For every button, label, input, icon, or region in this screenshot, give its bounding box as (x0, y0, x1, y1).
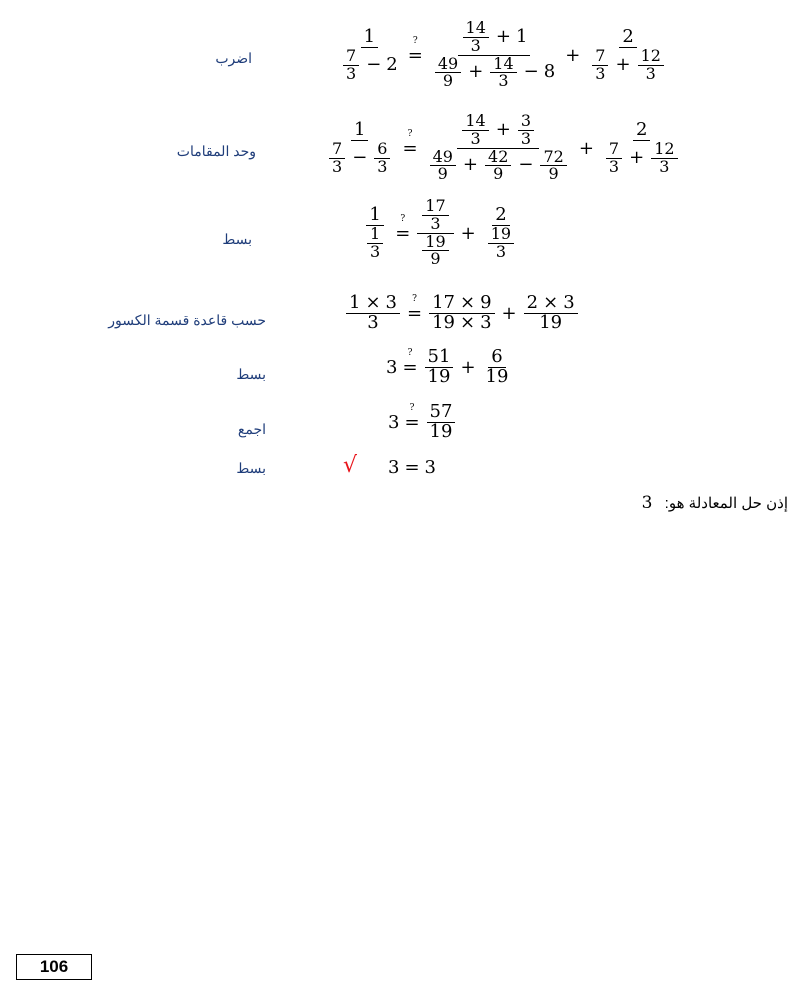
equation-step-6 (388, 403, 457, 442)
number: 3 (563, 292, 575, 313)
equation-step-5 (386, 348, 513, 387)
plus-sign: + (468, 61, 484, 83)
numerator: 19 (488, 226, 514, 244)
fraction (587, 25, 669, 83)
plus-sign: + (578, 137, 594, 159)
minus-sign: − (523, 61, 539, 83)
denominator: 9 (493, 164, 504, 184)
numerator (346, 294, 400, 314)
numerator: 7 (606, 141, 622, 159)
numerator: 6 (488, 348, 505, 368)
equals-sign: = (395, 222, 411, 244)
plus-sign: + (615, 53, 631, 75)
check-mark-icon: √ (343, 453, 358, 478)
denominator (324, 138, 395, 176)
fraction (601, 118, 683, 176)
minus-sign: − (366, 53, 382, 75)
denominator: 3 (645, 63, 656, 83)
equals-sign: = (407, 302, 423, 324)
numerator: 72 (540, 149, 566, 167)
equals-sign: = (402, 137, 418, 159)
fraction (638, 45, 664, 83)
question-mark: ? (407, 347, 413, 358)
numerator: 14 (463, 20, 489, 38)
fraction (338, 25, 401, 83)
denominator: 3 (332, 156, 343, 176)
number: 3 (386, 356, 398, 378)
question-mark: ? (412, 35, 418, 46)
numerator (458, 20, 531, 56)
fraction (430, 146, 456, 184)
numerator: 3 (518, 113, 534, 131)
number: 1 (349, 292, 361, 313)
equation-step-3 (360, 198, 521, 268)
numerator: 14 (462, 113, 488, 131)
numerator: 7 (343, 48, 359, 66)
denominator: 19 (427, 365, 451, 387)
question-equals-sign (404, 402, 420, 433)
numerator: 17 (422, 198, 448, 216)
equation-step-4 (344, 294, 580, 333)
fraction (540, 146, 566, 184)
numerator: 49 (435, 56, 461, 74)
numerator: 1 (366, 206, 383, 226)
fraction (427, 403, 456, 442)
number: 3 (388, 457, 400, 478)
fraction (329, 138, 345, 176)
numerator: 2 (492, 206, 509, 226)
numerator: 7 (329, 141, 345, 159)
fraction (374, 138, 390, 176)
denominator: 3 (520, 128, 532, 148)
times-sign: × (460, 311, 476, 333)
step-label-common-denominator: وحد المقامات (176, 143, 256, 159)
fraction (425, 113, 572, 183)
denominator: 3 (470, 35, 481, 55)
denominator (483, 223, 519, 261)
equals-sign: = (404, 411, 420, 433)
plus-sign: + (495, 118, 511, 140)
minus-sign: − (352, 146, 368, 168)
fraction (362, 203, 388, 261)
denominator: 19 (539, 311, 563, 333)
numerator: 42 (485, 149, 511, 167)
numerator: 1 (367, 226, 383, 244)
numerator: 1 (351, 121, 368, 141)
denominator: 3 (377, 156, 388, 176)
question-mark: ? (409, 402, 415, 413)
plus-sign: + (495, 25, 511, 47)
numerator: 7 (592, 48, 608, 66)
page-number: 106 (16, 954, 92, 980)
denominator (362, 223, 388, 261)
numerator (524, 294, 578, 314)
fraction (483, 348, 512, 387)
denominator: 3 (498, 71, 509, 91)
step-label-simplify: بسط (222, 231, 252, 247)
question-mark: ? (400, 213, 406, 224)
fraction (343, 45, 359, 83)
plus-sign: + (460, 222, 476, 244)
fraction (346, 294, 400, 333)
plus-sign: + (462, 154, 479, 176)
fraction (435, 53, 461, 91)
fraction (518, 113, 534, 148)
conclusion-text: إذن حل المعادلة هو: (664, 495, 788, 512)
number: 3 (388, 411, 400, 433)
fraction (483, 203, 519, 261)
denominator: 3 (659, 156, 670, 176)
fraction (488, 223, 514, 261)
plus-sign: + (501, 302, 517, 324)
numerator: 12 (638, 48, 664, 66)
number: 19 (432, 311, 455, 333)
fraction (324, 118, 395, 176)
numerator (457, 113, 539, 149)
denominator (430, 53, 558, 91)
numerator: 2 (619, 28, 636, 48)
fraction (606, 138, 622, 176)
fraction (422, 198, 448, 233)
numerator: 49 (430, 149, 456, 167)
denominator: 19 (485, 365, 509, 387)
fraction (592, 45, 608, 83)
equation-step-2 (322, 113, 685, 183)
question-equals-sign (402, 128, 418, 159)
denominator: 3 (608, 156, 620, 176)
denominator (429, 311, 494, 333)
equation-step-1 (336, 20, 671, 90)
numerator: 2 (633, 121, 650, 141)
denominator: 9 (437, 164, 448, 184)
denominator (587, 45, 669, 83)
solution-value: 3 (641, 493, 653, 513)
number: 2 (526, 292, 539, 313)
number: 3 (424, 457, 436, 478)
numerator (417, 198, 453, 234)
fraction (462, 113, 488, 148)
number: 1 (516, 25, 528, 47)
step-label-add: اجمع (237, 421, 266, 437)
number: 2 (386, 53, 398, 75)
denominator: 3 (367, 311, 379, 333)
fraction (430, 20, 558, 90)
denominator: 3 (495, 241, 506, 261)
fraction (485, 146, 511, 184)
equation-step-7 (388, 457, 436, 478)
number: 8 (543, 61, 556, 83)
numerator: 57 (427, 403, 456, 423)
fraction (524, 294, 578, 333)
fraction (429, 294, 494, 333)
denominator: 19 (429, 420, 453, 442)
step-label-fraction-division-rule: حسب قاعدة قسمة الكسور (108, 312, 266, 328)
denominator (425, 146, 572, 184)
denominator (417, 231, 453, 269)
numerator: 1 (361, 28, 378, 48)
denominator: 3 (595, 63, 606, 83)
numerator: 6 (374, 141, 390, 159)
plus-sign: + (460, 356, 476, 378)
denominator: 3 (346, 63, 357, 83)
question-mark: ? (407, 128, 413, 139)
denominator: 3 (370, 241, 381, 261)
denominator: 9 (442, 71, 454, 91)
denominator: 9 (548, 164, 559, 184)
minus-sign: − (518, 154, 534, 176)
times-sign: × (460, 292, 476, 313)
solution-conclusion (642, 493, 788, 513)
number: 3 (385, 292, 397, 313)
denominator (338, 45, 401, 83)
question-equals-sign (395, 213, 411, 244)
number: 17 (432, 292, 455, 313)
number: 3 (480, 311, 492, 333)
question-mark: ? (412, 293, 417, 304)
numerator: 14 (490, 56, 516, 74)
question-equals-sign (407, 35, 423, 66)
denominator (601, 138, 683, 176)
numerator (429, 294, 494, 314)
fraction (417, 198, 453, 268)
step-label-multiply: اضرب (215, 50, 252, 66)
plus-sign: + (629, 146, 645, 168)
times-sign: × (365, 292, 381, 313)
fraction (490, 53, 516, 91)
numerator: 51 (425, 348, 454, 368)
question-equals-sign (402, 347, 418, 378)
number: 9 (480, 292, 492, 313)
denominator: 3 (430, 213, 441, 233)
plus-sign: + (565, 44, 581, 66)
times-sign: × (543, 292, 559, 313)
equals-sign: = (402, 356, 418, 378)
step-label-simplify: بسط (236, 366, 266, 382)
fraction (425, 348, 454, 387)
step-label-simplify: بسط (236, 460, 266, 476)
fraction (463, 20, 489, 55)
fraction (651, 138, 677, 176)
denominator: 3 (470, 128, 481, 148)
numerator: 12 (651, 141, 677, 159)
equals-sign: = (407, 44, 423, 66)
fraction (367, 223, 383, 261)
denominator: 9 (430, 249, 441, 269)
numerator: 19 (422, 234, 448, 252)
question-equals-sign (407, 293, 423, 324)
equals-sign: = (404, 457, 420, 478)
fraction (422, 231, 448, 269)
